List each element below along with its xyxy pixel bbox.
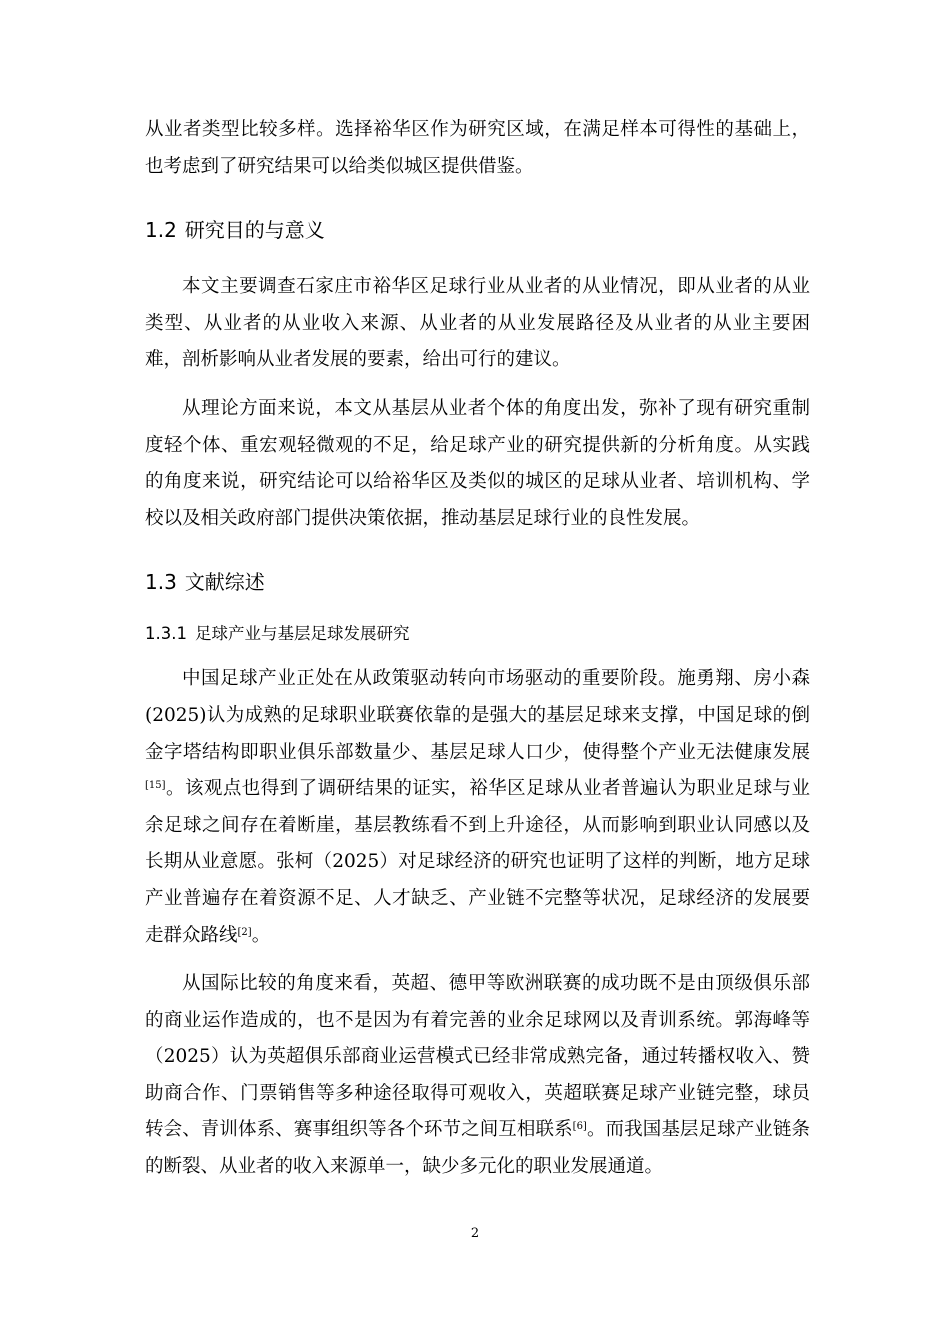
subsection-title: 足球产业与基层足球发展研究	[194, 624, 410, 644]
paragraph-text: 。该观点也得到了调研结果的证实，裕华区足球从业者普遍认为职业足球与业余足球之间存在着断崖，基层教练看不到上升途径，从而影响到职业认同感以及长期从业意愿。张柯（2025）对足球经济的研究也证明了这样的判断，地方足球产业普遍存在着资源不足、人才缺乏、产业链不完整等状况，足球经济的发展要走群众路线	[145, 778, 810, 946]
paragraph-football-industry	[145, 661, 810, 954]
citation: [15]	[145, 780, 166, 792]
paragraph-text: 。	[251, 924, 271, 946]
citation: [6]	[572, 1121, 587, 1133]
paragraph-significance: 从理论方面来说，本文从基层从业者个体的角度出发，弥补了现有研究重制度轻个体、重宏观轻微观的不足，给足球产业的研究提供新的分析角度。从实践的角度来说，研究结论可以给裕华区及类似的城区的足球从业者、培训机构、学校以及相关政府部门提供决策依据，推动基层足球行业的良性发展。	[145, 397, 810, 529]
subsection-number: 1.3.1	[145, 624, 187, 644]
section-heading-1-2	[145, 215, 810, 245]
section-heading-1-3	[145, 567, 810, 597]
section-number: 1.3	[145, 570, 177, 595]
page-body	[145, 110, 810, 1186]
section-title: 文献综述	[184, 570, 265, 595]
section-number: 1.2	[145, 218, 177, 243]
paragraph-text: 中国足球产业正处在从政策驱动转向市场驱动的重要阶段。施勇翔、房小森(2025)认为成熟的足球职业联赛依靠的是强大的基层足球来支撑，中国足球的倒金字塔结构即职业俱乐部数量少、基层足球人口少，使得整个产业无法健康发展	[145, 668, 810, 763]
paragraph-text: 。而我国基层足球产业链条的断裂、从业者的收入来源单一，缺少多元化的职业发展通道。	[145, 1119, 810, 1178]
subsection-heading-1-3-1	[145, 621, 810, 647]
paragraph-text: 从国际比较的角度来看，英超、德甲等欧洲联赛的成功既不是由顶级俱乐部的商业运作造成的，也不是因为有着完善的业余足球网以及青训系统。郭海峰等（2025）认为英超俱乐部商业运营模式已经非常成熟完备，通过转播权收入、赞助商合作、门票销售等多种途径取得可观收入，英超联赛足球产业链完整，球员转会、青训体系、赛事组织等各个环节之间互相联系	[145, 973, 810, 1141]
section-title: 研究目的与意义	[184, 218, 325, 243]
paragraph-international-comparison	[145, 966, 810, 1186]
intro-paragraph: 从业者类型比较多样。选择裕华区作为研究区域，在满足样本可得性的基础上，也考虑到了研究结果可以给类似城区提供借鉴。	[145, 119, 810, 177]
paragraph-purpose: 本文主要调查石家庄市裕华区足球行业从业者的从业情况，即从业者的从业类型、从业者的从业收入来源、从业者的从业发展路径及从业者的从业主要困难，剖析影响从业者发展的要素，给出可行的建议。	[145, 276, 810, 371]
page-number: 2	[470, 1226, 480, 1241]
citation: [2]	[237, 926, 252, 938]
